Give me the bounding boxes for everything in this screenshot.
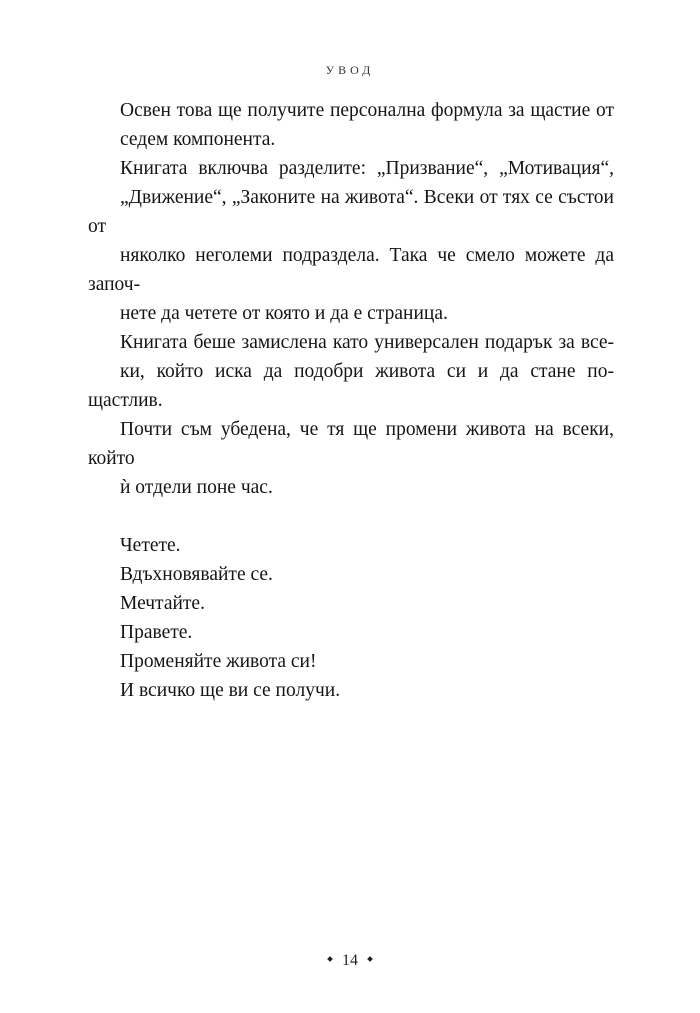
text-line: седем компонента. xyxy=(120,129,276,150)
closing-lines xyxy=(88,531,614,705)
closing-line: Четете. xyxy=(120,535,181,556)
text-line: няколко неголеми подраздела. Така че смело можете да започ- xyxy=(88,245,614,295)
text-line: Почти съм убедена, че тя ще промени живота на всеки, който xyxy=(88,419,614,469)
paragraph-2 xyxy=(88,154,614,328)
text-line: „Движение“, „Законите на живота“. Всеки от тях се състои от xyxy=(88,187,614,237)
text-line: ѝ отдели поне час. xyxy=(120,477,273,498)
text-line: Освен това ще получите персонална формула за щастие от xyxy=(120,100,614,121)
running-head: УВОД xyxy=(325,63,375,77)
text-line: Книгата включва разделите: „Призвание“, „Мотивация“, xyxy=(120,158,614,179)
closing-line: Мечтайте. xyxy=(120,593,205,614)
closing-line: Променяйте живота си! xyxy=(120,651,317,672)
closing-line: Вдъхновявайте се. xyxy=(120,564,273,585)
page-number-footer xyxy=(0,952,700,970)
paragraph-3 xyxy=(88,328,614,502)
body-text xyxy=(88,96,614,705)
closing-line: И всичко ще ви се получи. xyxy=(120,680,341,701)
diamond-ornament-icon xyxy=(367,956,373,962)
page-number: 14 xyxy=(342,952,358,969)
text-line: нете да четете от която и да е страница. xyxy=(120,303,448,324)
paragraph-1 xyxy=(88,96,614,154)
text-line: Книгата беше замислена като универсален подарък за все- xyxy=(120,332,614,353)
text-line: ки, който иска да подобри живота си и да стане по-щастлив. xyxy=(88,361,614,411)
closing-line: Правете. xyxy=(120,622,193,643)
diamond-ornament-icon xyxy=(327,956,333,962)
